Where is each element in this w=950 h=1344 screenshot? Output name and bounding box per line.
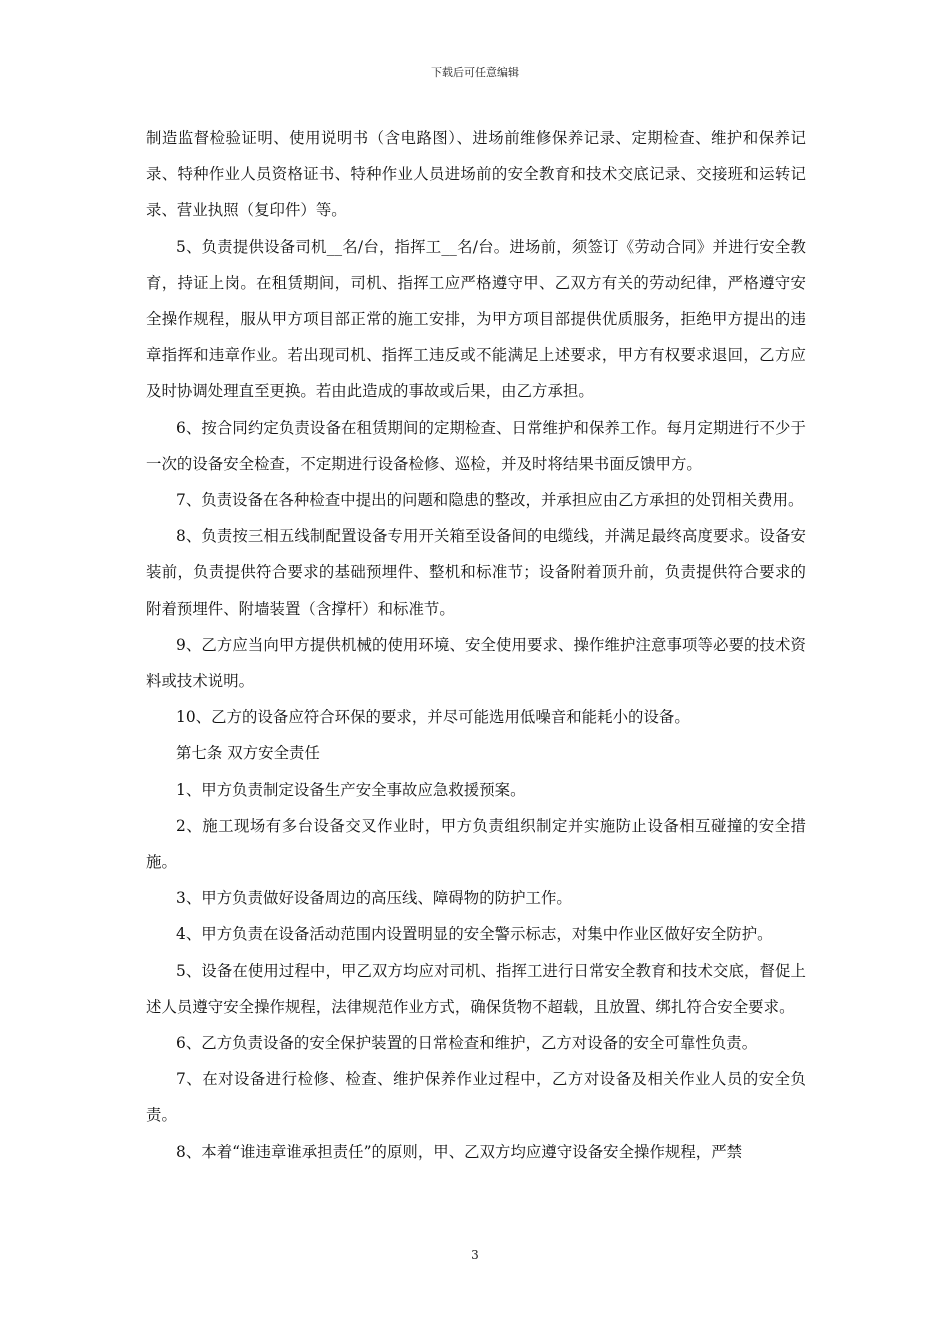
paragraph: 3、甲方负责做好设备周边的高压线、障碍物的防护工作。 — [176, 889, 572, 908]
paragraph: 4、甲方负责在设备活动范围内设置明显的安全警示标志，对集中作业区做好安全防护。 — [176, 925, 773, 944]
page-number: 3 — [471, 1248, 479, 1262]
paragraph: 7、负责设备在各种检查中提出的问题和隐患的整改，并承担应由乙方承担的处罚相关费用。 — [176, 491, 804, 510]
paragraph: 7、在对设备进行检修、检查、维护保养作业过程中，乙方对设备及相关作业人员的安全负责。 — [146, 1070, 806, 1125]
paragraph: 5、设备在使用过程中，甲乙双方均应对司机、指挥工进行日常安全教育和技术交底，督促上述人员遵守安全操作规程，法律规范作业方式，确保货物不超载，且放置、绑扎符合安全要求。 — [146, 961, 806, 1016]
paragraph: 制造监督检验证明、使用说明书（含电路图）、进场前维修保养记录、定期检查、维护和保养记录、特种作业人员资格证书、特种作业人员进场前的安全教育和技术交底记录、交接班和运转记录、营业执照（复印件）等。 — [146, 129, 806, 220]
paragraph: 8、负责按三相五线制配置设备专用开关箱至设备间的电缆线，并满足最终高度要求。设备安装前，负责提供符合要求的基础预埋件、整机和标准节；设备附着顶升前，负责提供符合要求的附着预埋件、附墙装置（含撑杆）和标准节。 — [146, 527, 806, 618]
paragraph: 10、乙方的设备应符合环保的要求，并尽可能选用低噪音和能耗小的设备。 — [176, 708, 690, 727]
paragraph: 9、乙方应当向甲方提供机械的使用环境、安全使用要求、操作维护注意事项等必要的技术资料或技术说明。 — [146, 635, 806, 691]
document-body — [146, 120, 806, 1170]
section-heading: 第七条 双方安全责任 — [176, 744, 320, 763]
page-header: 下载后可任意编辑 — [431, 66, 519, 79]
paragraph: 5、负责提供设备司机__名/台，指挥工__名/台。进场前，须签订《劳动合同》并进行安全教育，持证上岗。在租赁期间，司机、指挥工应严格遵守甲、乙双方有关的劳动纪律，严格遵守安全操作规程，服从甲方项目部正常的施工安排，为甲方项目部提供优质服务，拒绝甲方提出的违章指挥和违章作业。若出现司机、指挥工违反或不能满足上述要求，甲方有权要求退回，乙方应及时协调处理直至更换。若由此造成的事故或后果，由乙方承担。 — [146, 237, 806, 401]
paragraph: 2、施工现场有多台设备交叉作业时，甲方负责组织制定并实施防止设备相互碰撞的安全措施。 — [146, 816, 806, 872]
paragraph: 1、甲方负责制定设备生产安全事故应急救援预案。 — [176, 780, 526, 799]
paragraph: 6、乙方负责设备的安全保护装置的日常检查和维护，乙方对设备的安全可靠性负责。 — [176, 1034, 758, 1053]
paragraph: 8、本着“谁违章谁承担责任”的原则，甲、乙双方均应遵守设备安全操作规程，严禁 — [176, 1142, 743, 1161]
paragraph: 6、按合同约定负责设备在租赁期间的定期检查、日常维护和保养工作。每月定期进行不少于一次的设备安全检查，不定期进行设备检修、巡检，并及时将结果书面反馈甲方。 — [146, 418, 806, 473]
